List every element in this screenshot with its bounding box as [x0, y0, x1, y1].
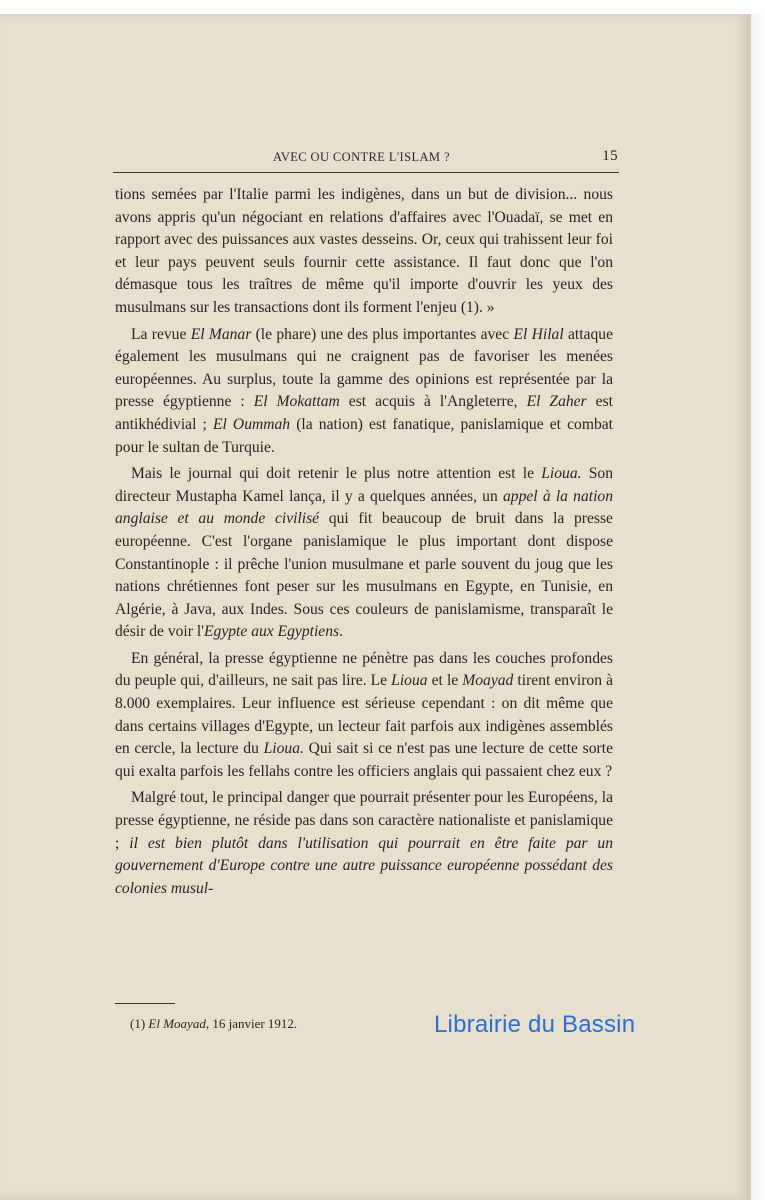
footnote-rule — [115, 1003, 175, 1004]
paragraph-3: Mais le journal qui doit retenir le plus notre attention est le Lioua. Son directeur Mustapha Kamel lança, il y a quelques années, un appel à la nation anglaise et au monde civilisé qui fit beaucoup de bruit dans la presse européenne. C'est l'organe panislamique le plus important dont dispose Constantinople : il prêche l'union musulmane et parle souvent du joug que les nations chrétiennes font peser sur les musulmans en Egypte, en Tunisie, en Algérie, à Java, aux Indes. Sous ces couleurs de panislamisme, transparaît le désir de voir l'Egypte aux Egyptiens. — [115, 465, 614, 641]
body-text — [115, 184, 613, 904]
paragraph-4: En général, la presse égyptienne ne pénètre pas dans les couches profondes du peuple qui, d'ailleurs, ne sait pas lire. Le Lioua et le Moayad tirent environ à 8.000 exemplaires. Leur influence est sérieuse cependant : on dit même que dans certains villages d'Egypte, un lecteur fait parfois aux indigènes assemblés en cercle, la lecture du Lioua. Qui sait si ce n'est pas une lecture de cette sorte qui exalta parfois les fellahs contre les officiers anglais qui passaient chez eux ? — [115, 649, 613, 780]
paragraph-1: tions semées par l'Italie parmi les indigènes, dans un but de division... nous avons appris qu'un négociant en relations d'affaires avec l'Ouadaï, se met en rapport avec des puissances aux vastes desseins. Or, ceux qui trahissent leur foi et leur pays peuvent seuls fournir cette assistance. Il faut donc que l'on démasque tous les traîtres de même qu'il importe d'ouvrir les yeux des musulmans sur les transactions dont ils forment l'enjeu (1). » — [115, 186, 613, 316]
paragraph-2: La revue El Manar (le phare) une des plus importantes avec El Hilal attaque également les musulmans qui ne craignent pas de favoriser les menées européennes. Au surplus, toute la gamme des opinions est représentée par la presse égyptienne : El Mokattam est acquis à l'Angleterre, El Zaher est antikhédivial ; El Oummah (la nation) est fanatique, panislamique et combat pour le sultan de Turquie. — [115, 325, 614, 456]
paragraph-5: Malgré tout, le principal danger que pourrait présenter pour les Européens, la presse égyptienne, ne réside pas dans son caractère nationaliste et panislamique ; il est bien plutôt dans l'utilisation qui pourrait en être faite par un gouvernement d'Europe contre une autre puissance européenne possédant des colonies musul- — [115, 789, 614, 897]
footnote: (1) El Moayad, 16 janvier 1912. — [130, 1016, 298, 1031]
page-number: 15 — [602, 148, 618, 164]
running-title: AVEC OU CONTRE L'ISLAM ? — [273, 150, 450, 164]
header-rule — [113, 172, 619, 173]
seller-watermark: Librairie du Bassin — [434, 1011, 636, 1038]
page-edge — [751, 14, 765, 1200]
